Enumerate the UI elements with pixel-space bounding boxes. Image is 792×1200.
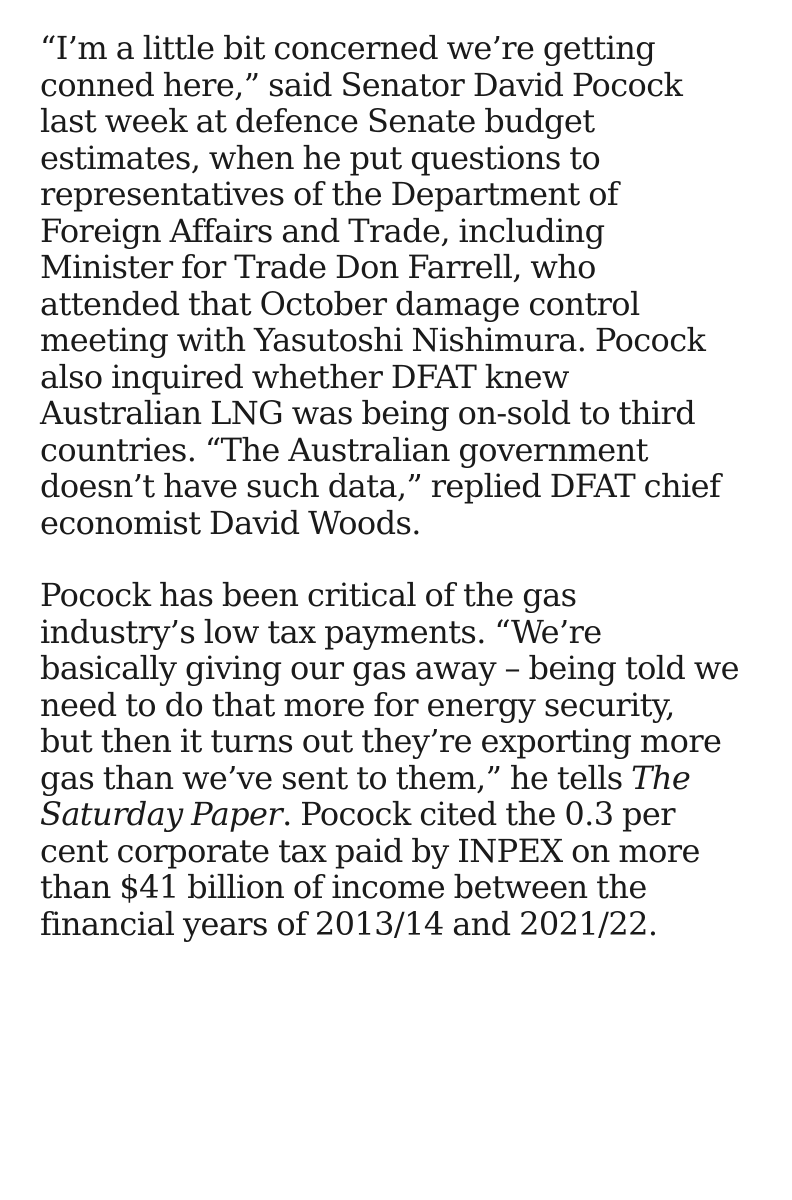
text-line: economist David Woods. (40, 503, 421, 542)
text-line: conned here,” said Senator David Pocock (40, 65, 683, 104)
text-line: than $41 billion of income between the (40, 868, 647, 906)
text-line: but then it turns out they’re exporting more (40, 722, 722, 760)
text-line: “I’m a little bit concerned we’re getting (40, 29, 656, 67)
text-line: doesn’t have such data,” replied DFAT chief (40, 467, 721, 505)
publication-title-part: Saturday Paper (40, 795, 283, 833)
text-line: basically giving our gas away – being told we (40, 649, 739, 687)
text-line: cent corporate tax paid by INPEX on more (40, 831, 700, 870)
text-line: meeting with Yasutoshi Nishimura. Pocock (40, 321, 706, 359)
paragraph-gas-tax (40, 577, 762, 942)
text-line: industry’s low tax payments. “We’re (40, 612, 602, 651)
text-line (40, 796, 762, 833)
text-line: Foreign Affairs and Trade, including (40, 211, 605, 250)
text-line: need to do that more for energy security, (40, 685, 675, 724)
text-line: last week at defence Senate budget (40, 102, 595, 140)
text-line: Australian LNG was being on-sold to third (40, 394, 696, 432)
text-line: representatives of the Department of (40, 175, 619, 213)
line-text: gas than we’ve sent to them,” he tells (40, 758, 632, 797)
text-line: estimates, when he put questions to (40, 138, 601, 177)
publication-title-part: The (631, 758, 691, 797)
text-line (40, 760, 762, 797)
line-text: . Pocock cited the 0.3 per (282, 795, 675, 833)
text-line: Pocock has been critical of the gas (40, 576, 577, 614)
text-line: also inquired whether DFAT knew (40, 357, 569, 396)
text-line: attended that October damage control (40, 284, 640, 323)
text-line: financial years of 2013/14 and 2021/22. (40, 904, 658, 943)
text-line: countries. “The Australian government (40, 430, 648, 469)
paragraph-pocock-quote (40, 30, 762, 541)
text-line: Minister for Trade Don Farrell, who (40, 248, 596, 286)
